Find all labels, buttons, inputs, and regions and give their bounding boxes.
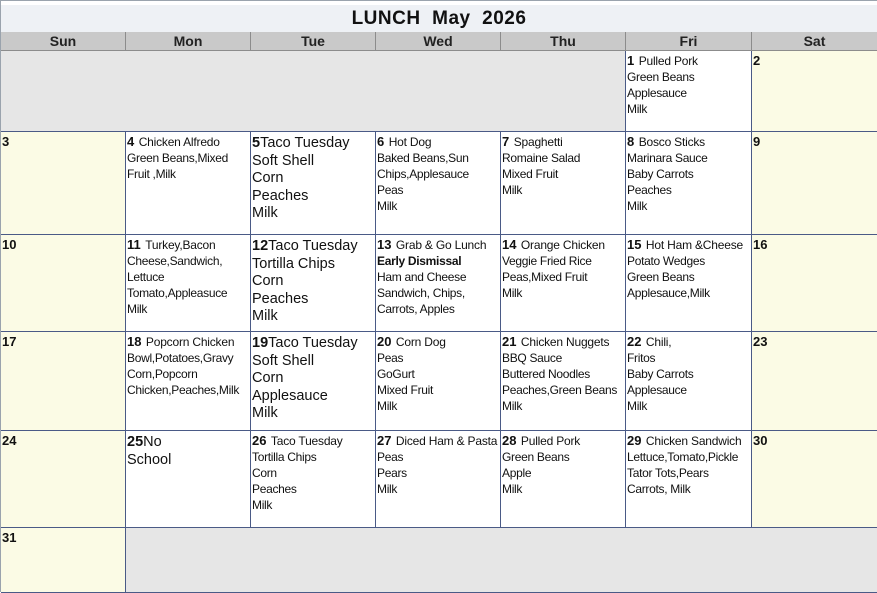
menu-line: Milk xyxy=(252,405,278,421)
calendar-title: LUNCH May 2026 xyxy=(1,5,877,33)
day-cell-14[interactable] xyxy=(501,235,626,332)
day-cell-31[interactable] xyxy=(1,528,126,593)
menu-line: Tomato,Appleasuce xyxy=(127,286,228,300)
menu-line: Green Beans xyxy=(627,70,695,84)
cell-header-row xyxy=(127,334,249,350)
empty-cell xyxy=(1,51,626,132)
menu-line: Corn xyxy=(252,466,277,480)
day-number: 20 xyxy=(377,334,392,349)
menu-line: Corn xyxy=(252,273,284,289)
weekday-header-sun: Sun xyxy=(1,32,126,51)
menu-line: Tator Tots,Pears xyxy=(627,466,709,480)
menu-line: Mixed Fruit xyxy=(377,383,434,397)
menu-line: Peas xyxy=(377,183,404,197)
menu-main-item: Taco Tuesday xyxy=(268,335,358,351)
day-cell-26[interactable] xyxy=(251,431,376,528)
menu-line: Applesauce xyxy=(252,387,328,404)
early-dismissal-note: Early Dismissal xyxy=(377,254,462,268)
cell-header-row xyxy=(627,134,750,150)
menu-main-item: Taco Tuesday xyxy=(260,135,350,151)
weekday-header-mon: Mon xyxy=(126,32,251,51)
menu-line: Potato Wedges xyxy=(627,254,705,268)
weekday-header-wed: Wed xyxy=(376,32,501,51)
day-number: 30 xyxy=(753,433,768,448)
day-number: 18 xyxy=(127,334,142,349)
menu-line: Ham and Cheese xyxy=(377,270,467,284)
day-cell-29[interactable] xyxy=(626,431,752,528)
day-number: 6 xyxy=(377,134,385,149)
menu-line: Peas xyxy=(377,450,404,464)
cell-header-row xyxy=(2,530,124,546)
cell-header-row xyxy=(502,237,624,253)
day-cell-23[interactable] xyxy=(752,332,877,431)
day-cell-3[interactable] xyxy=(1,132,126,235)
menu-line: BBQ Sauce xyxy=(502,351,563,365)
day-cell-30[interactable] xyxy=(752,431,877,528)
menu-line: Milk xyxy=(377,199,398,213)
cell-header-row xyxy=(127,134,249,150)
menu-line: Peas xyxy=(377,351,404,365)
day-cell-19[interactable] xyxy=(251,332,376,431)
menu-line: Milk xyxy=(627,199,648,213)
menu-line: Lettuce,Tomato,Pickle xyxy=(627,450,739,464)
menu-line: Baby Carrots xyxy=(627,367,694,381)
day-number: 7 xyxy=(502,134,510,149)
day-cell-13[interactable] xyxy=(376,235,501,332)
day-cell-4[interactable] xyxy=(126,132,251,235)
menu-line: Milk xyxy=(252,498,273,512)
day-number: 11 xyxy=(127,237,141,252)
day-cell-25[interactable] xyxy=(126,431,251,528)
menu-line: Peaches,Green Beans xyxy=(502,383,618,397)
menu-line: Milk xyxy=(377,482,398,496)
menu-line: Fruit ,Milk xyxy=(127,167,176,181)
day-cell-24[interactable] xyxy=(1,431,126,528)
weekday-header-thu: Thu xyxy=(501,32,626,51)
menu-line: Green Beans,Mixed xyxy=(127,151,228,165)
cell-header-row xyxy=(627,53,750,69)
cell-header-row xyxy=(377,334,499,350)
day-number: 25 xyxy=(127,434,144,450)
menu-main-item: Popcorn Chicken xyxy=(145,335,235,349)
weekday-header-sat: Sat xyxy=(752,32,877,51)
menu-line: Chips,Applesauce xyxy=(377,167,469,181)
day-cell-11[interactable] xyxy=(126,235,251,332)
menu-main-item: Pulled Pork xyxy=(520,434,581,448)
menu-main-item: Hot Dog xyxy=(388,135,432,149)
day-cell-22[interactable] xyxy=(626,332,752,431)
cell-header-row xyxy=(627,237,750,253)
cell-header-row xyxy=(2,334,124,350)
day-number: 26 xyxy=(252,433,267,448)
day-cell-1[interactable] xyxy=(626,51,752,132)
menu-main-item: Taco Tuesday xyxy=(270,434,343,448)
menu-line: Green Beans xyxy=(627,270,695,284)
day-number: 23 xyxy=(753,334,768,349)
menu-line: GoGurt xyxy=(377,367,415,381)
cell-header-row xyxy=(627,334,750,350)
cell-header-row xyxy=(377,433,499,449)
menu-line: Peaches xyxy=(252,187,309,204)
day-cell-9[interactable] xyxy=(752,132,877,235)
menu-main-item: No xyxy=(143,434,162,450)
menu-line: Peaches xyxy=(627,183,672,197)
menu-line: Corn xyxy=(252,370,284,386)
menu-line: Chicken,Peaches,Milk xyxy=(127,383,240,397)
menu-line: Bowl,Potatoes,Gravy xyxy=(127,351,234,365)
menu-line: Corn xyxy=(252,170,284,186)
cell-header-row xyxy=(252,134,374,153)
menu-line: Applesauce xyxy=(627,383,687,397)
menu-main-item: Grab & Go Lunch xyxy=(395,238,487,252)
weekday-header-tue: Tue xyxy=(251,32,376,51)
day-cell-12[interactable] xyxy=(251,235,376,332)
cell-header-row xyxy=(627,433,750,449)
cell-header-row xyxy=(127,433,249,452)
cell-header-row xyxy=(377,237,499,253)
menu-line: Applesauce,Milk xyxy=(627,286,710,300)
day-number: 24 xyxy=(2,433,17,448)
menu-line: Veggie Fried Rice xyxy=(502,254,592,268)
menu-main-item: Hot Ham &Cheese xyxy=(645,238,743,252)
cell-header-row xyxy=(753,334,876,350)
menu-main-item: Bosco Sticks xyxy=(638,135,705,149)
menu-main-item: Pulled Pork xyxy=(638,54,698,68)
day-cell-28[interactable] xyxy=(501,431,626,528)
day-number: 17 xyxy=(2,334,17,349)
menu-line: Apple xyxy=(502,466,532,480)
day-cell-21[interactable] xyxy=(501,332,626,431)
day-cell-6[interactable] xyxy=(376,132,501,235)
menu-line: Peas,Mixed Fruit xyxy=(502,270,588,284)
menu-line: Soft Shell xyxy=(252,352,315,369)
menu-line: Milk xyxy=(502,482,523,496)
cell-header-row xyxy=(502,334,624,350)
menu-main-item: Turkey,Bacon xyxy=(145,238,216,252)
menu-line: Carrots, Apples xyxy=(377,302,455,316)
day-number: 8 xyxy=(627,134,635,149)
menu-line: Lettuce xyxy=(127,270,165,284)
menu-line: Tortilla Chips xyxy=(252,450,317,464)
day-number: 13 xyxy=(377,237,392,252)
menu-line: Romaine Salad xyxy=(502,151,581,165)
day-cell-20[interactable] xyxy=(376,332,501,431)
day-number: 21 xyxy=(502,334,517,349)
menu-main-item: Diced Ham & Pasta xyxy=(395,434,498,448)
day-number: 22 xyxy=(627,334,642,349)
day-number: 4 xyxy=(127,134,135,149)
cell-header-row xyxy=(753,433,876,449)
menu-line: Applesauce xyxy=(627,86,687,100)
day-number: 2 xyxy=(753,53,761,68)
day-number: 1 xyxy=(627,53,635,68)
day-cell-7[interactable] xyxy=(501,132,626,235)
cell-header-row xyxy=(252,334,374,353)
menu-line: Baby Carrots xyxy=(627,167,694,181)
day-number: 27 xyxy=(377,433,392,448)
day-cell-16[interactable] xyxy=(752,235,877,332)
menu-line: Milk xyxy=(502,399,523,413)
cell-header-row xyxy=(252,237,374,256)
menu-main-item: Orange Chicken xyxy=(520,238,605,252)
cell-header-row xyxy=(753,134,876,150)
menu-line: Milk xyxy=(627,102,648,116)
day-number: 15 xyxy=(627,237,642,252)
day-number: 3 xyxy=(2,134,10,149)
cell-header-row xyxy=(377,134,499,150)
menu-line: Tortilla Chips xyxy=(252,255,335,272)
weekday-header-fri: Fri xyxy=(626,32,752,51)
menu-line: Peaches xyxy=(252,290,309,307)
day-number: 14 xyxy=(502,237,517,252)
cell-header-row xyxy=(2,237,124,253)
day-number: 10 xyxy=(2,237,17,252)
day-cell-10[interactable] xyxy=(1,235,126,332)
day-number: 12 xyxy=(252,238,269,254)
day-cell-5[interactable] xyxy=(251,132,376,235)
menu-main-item: Spaghetti xyxy=(513,135,563,149)
cell-header-row xyxy=(252,433,374,449)
day-number: 9 xyxy=(753,134,761,149)
day-number: 31 xyxy=(2,530,17,545)
menu-line: Carrots, Milk xyxy=(627,482,691,496)
menu-main-item: Corn Dog xyxy=(395,335,446,349)
cell-header-row xyxy=(2,134,124,150)
menu-line: Milk xyxy=(127,302,148,316)
cell-header-row xyxy=(127,237,249,253)
cell-header-row xyxy=(502,134,624,150)
day-number: 16 xyxy=(753,237,768,252)
menu-main-item: Chili, xyxy=(645,335,672,349)
day-number: 5 xyxy=(252,135,261,151)
menu-line: Fritos xyxy=(627,351,656,365)
menu-line: Milk xyxy=(377,399,398,413)
menu-line: Marinara Sauce xyxy=(627,151,708,165)
menu-line: Pears xyxy=(377,466,407,480)
menu-line: Soft Shell xyxy=(252,152,315,169)
menu-line: Peaches xyxy=(252,482,297,496)
menu-line: Cheese,Sandwich, xyxy=(127,254,223,268)
menu-line: Sandwich, Chips, xyxy=(377,286,465,300)
menu-line: Green Beans xyxy=(502,450,570,464)
day-number: 28 xyxy=(502,433,517,448)
cell-header-row xyxy=(753,53,876,69)
day-number: 19 xyxy=(252,335,269,351)
cell-header-row xyxy=(2,433,124,449)
menu-line: Mixed Fruit xyxy=(502,167,559,181)
menu-line: Baked Beans,Sun xyxy=(377,151,469,165)
cell-header-row xyxy=(502,433,624,449)
cell-header-row xyxy=(753,237,876,253)
menu-main-item: Chicken Nuggets xyxy=(520,335,610,349)
menu-line: Milk xyxy=(252,308,278,324)
menu-main-item: Chicken Alfredo xyxy=(138,135,220,149)
day-cell-17[interactable] xyxy=(1,332,126,431)
empty-cell xyxy=(126,528,877,593)
day-number: 29 xyxy=(627,433,642,448)
menu-line: Milk xyxy=(502,286,523,300)
day-cell-27[interactable] xyxy=(376,431,501,528)
day-cell-15[interactable] xyxy=(626,235,752,332)
menu-line: Milk xyxy=(502,183,523,197)
menu-main-item: Taco Tuesday xyxy=(268,238,358,254)
menu-line: Milk xyxy=(627,399,648,413)
menu-line: Buttered Noodles xyxy=(502,367,590,381)
menu-line: Milk xyxy=(252,205,278,221)
day-cell-18[interactable] xyxy=(126,332,251,431)
menu-line: School xyxy=(127,451,172,468)
menu-main-item: Chicken Sandwich xyxy=(645,434,742,448)
day-cell-2[interactable] xyxy=(752,51,877,132)
menu-line: Corn,Popcorn xyxy=(127,367,198,381)
day-cell-8[interactable] xyxy=(626,132,752,235)
